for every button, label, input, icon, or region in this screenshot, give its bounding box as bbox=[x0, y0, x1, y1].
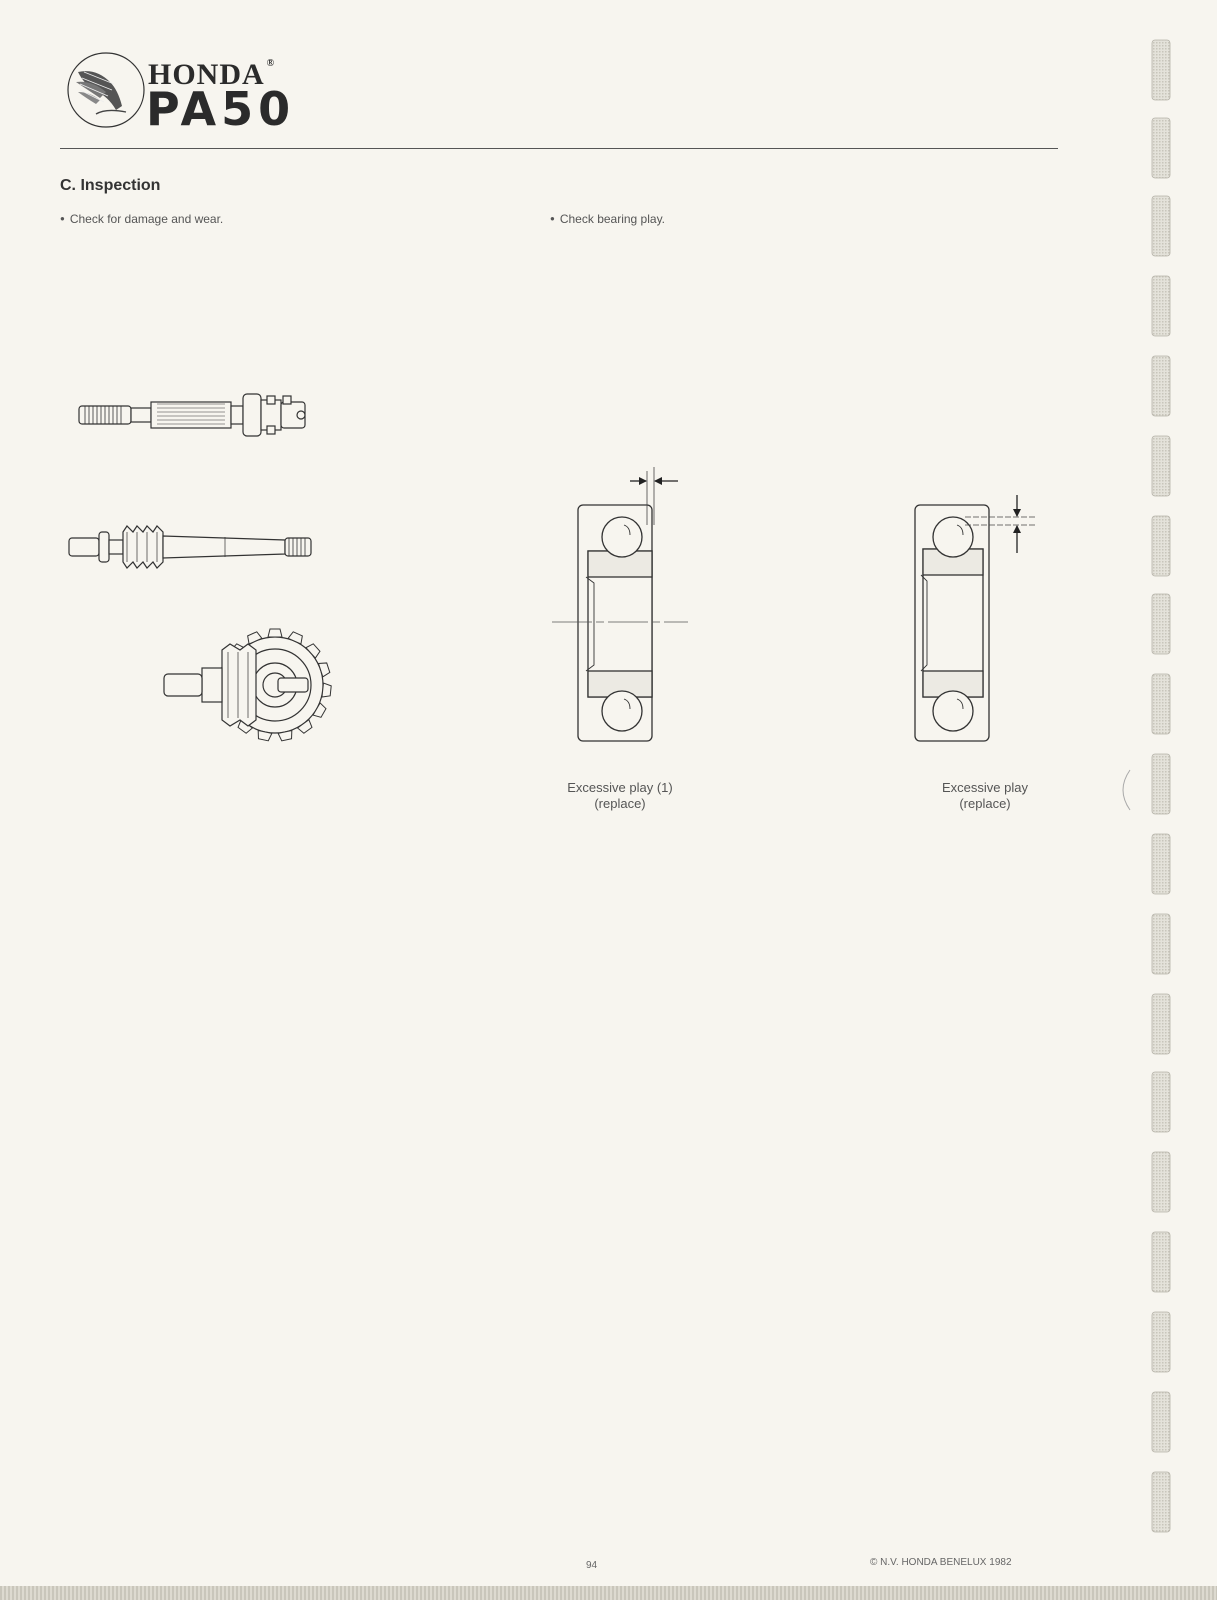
honda-wing-logo bbox=[66, 50, 146, 130]
caption-line: Excessive play (1) bbox=[567, 780, 673, 795]
caption-line: (replace) bbox=[959, 796, 1011, 811]
bearing-axial-play-diagram bbox=[550, 465, 700, 755]
registered-mark: ® bbox=[266, 58, 276, 69]
brand-name: HONDA ® bbox=[148, 58, 276, 91]
right-bullet: ● Check bearing play. bbox=[550, 212, 665, 226]
caption-line: Excessive play bbox=[942, 780, 1028, 795]
caption-line: (replace) bbox=[594, 796, 646, 811]
left-bullet: ● Check for damage and wear. bbox=[60, 212, 223, 226]
section-heading: C. Inspection bbox=[60, 177, 161, 194]
binder-tab-strip bbox=[1150, 0, 1210, 1600]
header-divider bbox=[60, 148, 1058, 149]
bearing-radial-caption bbox=[910, 780, 1060, 812]
splined-shaft-illustration bbox=[75, 390, 325, 440]
scan-edge-band bbox=[0, 1586, 1217, 1600]
gear-assembly-illustration bbox=[160, 620, 330, 750]
bearing-radial-play-diagram bbox=[905, 485, 1045, 755]
bearing-axial-caption bbox=[545, 780, 695, 812]
model-name: PA50 bbox=[146, 82, 296, 136]
pinion-shaft-illustration bbox=[65, 522, 315, 572]
page-number: 94 bbox=[586, 1560, 598, 1571]
copyright-notice: © N.V. HONDA BENELUX 1982 bbox=[870, 1557, 1012, 1568]
